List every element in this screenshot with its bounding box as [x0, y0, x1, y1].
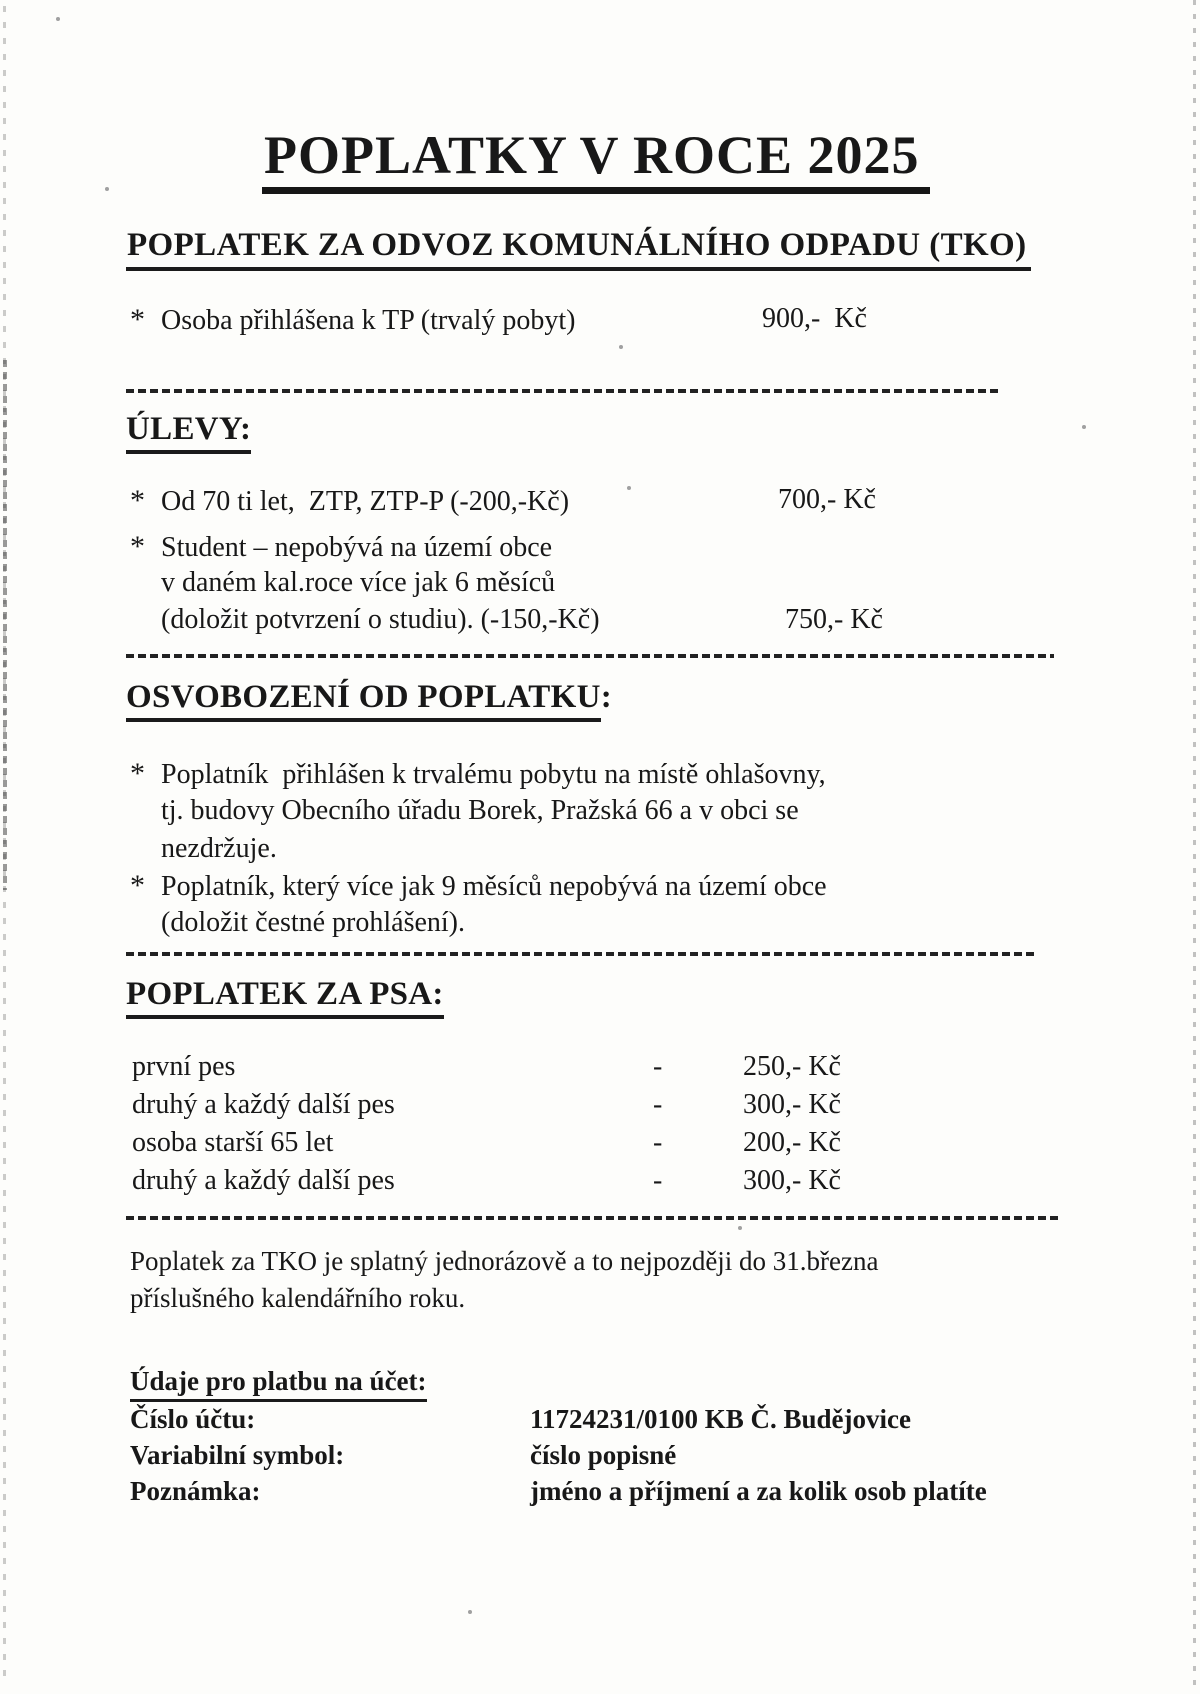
fee-row-ulevy-2-line3: [161, 604, 1141, 636]
exemption-text: Poplatník přihlášen k trvalému pobytu na místě ohlašovny,: [161, 759, 826, 790]
exemption-text: Poplatník, který více jak 9 měsíců nepobývá na území obce: [161, 871, 827, 902]
payment-row-symbol: [130, 1440, 1140, 1471]
scan-speck: [619, 345, 623, 349]
dog-fee-price: 300,- Kč: [743, 1089, 841, 1120]
payment-row-note: [130, 1476, 1140, 1507]
dog-fee-row: [132, 1089, 1132, 1121]
dog-fee-label: první pes: [132, 1051, 236, 1082]
bullet-asterisk: *: [130, 303, 145, 336]
dog-fee-label: druhý a každý další pes: [132, 1089, 395, 1120]
dog-fee-row: [132, 1165, 1132, 1197]
payment-heading: Údaje pro platbu na účet:: [130, 1367, 427, 1402]
section-heading-osvobozeni-text: OSVOBOZENÍ OD POPLATKU: [126, 680, 601, 722]
section-heading-psa: [126, 977, 444, 1019]
fee-label: (doložit potvrzení o studiu). (-150,-Kč): [161, 604, 600, 635]
fee-row-tko: [130, 303, 1140, 338]
exemption-row-2-line1: [130, 869, 1140, 904]
fee-row-ulevy-2-line2: v daném kal.roce více jak 6 měsíců: [161, 567, 556, 598]
dog-fee-dash: -: [653, 1127, 663, 1158]
scan-speck: [468, 1610, 472, 1614]
bullet-asterisk: *: [130, 484, 145, 517]
note-line2: příslušného kalendářního roku.: [130, 1283, 466, 1313]
fee-row-ulevy-2-line1: [130, 530, 1140, 565]
section-heading-osvobozeni-colon: :: [600, 679, 613, 715]
scan-speck: [56, 17, 60, 21]
dashed-separator: [126, 952, 1038, 956]
payment-value: číslo popisné: [530, 1440, 677, 1470]
scan-edge-artifact-right: [1193, 0, 1196, 1694]
dog-fee-row: [132, 1127, 1132, 1159]
dashed-separator: [126, 1216, 1062, 1220]
exemption-row-2-line2: (doložit čestné prohlášení).: [161, 907, 466, 938]
scan-speck: [1082, 425, 1086, 429]
dog-fee-row: [132, 1051, 1132, 1083]
section-heading-ulevy-text: ÚLEVY:: [126, 412, 251, 454]
section-heading-osvobozeni: [126, 680, 612, 722]
dog-fee-dash: -: [653, 1051, 663, 1082]
note-line1: Poplatek za TKO je splatný jednorázově a to nejpozději do 31.března: [130, 1246, 879, 1276]
exemption-row-1-line3: nezdržuje.: [161, 833, 277, 864]
dog-fee-price: 300,- Kč: [743, 1165, 841, 1196]
section-heading-psa-text: POPLATEK ZA PSA:: [126, 977, 444, 1019]
dog-fee-label: osoba starší 65 let: [132, 1127, 334, 1158]
scan-edge-artifact-left-dense: [3, 360, 7, 890]
page-title: POPLATKY V ROCE 2025: [262, 128, 930, 194]
scan-speck: [738, 1226, 742, 1230]
dashed-separator: [126, 389, 1000, 393]
dog-fee-price: 250,- Kč: [743, 1051, 841, 1082]
dog-fee-price: 200,- Kč: [743, 1127, 841, 1158]
section-heading-ulevy: [126, 412, 251, 454]
bullet-asterisk: *: [130, 869, 145, 902]
dashed-separator: [126, 654, 1054, 658]
dog-fee-label: druhý a každý další pes: [132, 1165, 395, 1196]
exemption-row-1-line1: [130, 757, 1140, 792]
bullet-asterisk: *: [130, 757, 145, 790]
fee-label: Od 70 ti let, ZTP, ZTP-P (-200,-Kč): [161, 486, 570, 517]
dog-fee-dash: -: [653, 1089, 663, 1120]
fee-price: 750,- Kč: [785, 604, 883, 635]
section-heading-tko: POPLATEK ZA ODVOZ KOMUNÁLNÍHO ODPADU (TKO): [126, 228, 1031, 271]
fee-price: 900,- Kč: [762, 303, 867, 334]
fee-price: 700,- Kč: [778, 484, 876, 515]
bullet-asterisk: *: [130, 530, 145, 563]
fee-row-ulevy-1: [130, 484, 1140, 519]
payment-label: Poznámka:: [130, 1476, 261, 1506]
fee-label: Osoba přihlášena k TP (trvalý pobyt): [161, 305, 576, 336]
payment-label: Variabilní symbol:: [130, 1440, 345, 1470]
payment-value: jméno a příjmení a za kolik osob platíte: [530, 1476, 987, 1506]
payment-value: 11724231/0100 KB Č. Budějovice: [530, 1404, 912, 1434]
payment-row-account: [130, 1404, 1140, 1435]
payment-label: Číslo účtu:: [130, 1404, 256, 1434]
fee-label: Student – nepobývá na území obce: [161, 532, 553, 563]
dog-fee-dash: -: [653, 1165, 663, 1196]
exemption-row-1-line2: tj. budovy Obecního úřadu Borek, Pražská 66 a v obci se: [161, 795, 799, 826]
scan-speck: [105, 187, 109, 191]
